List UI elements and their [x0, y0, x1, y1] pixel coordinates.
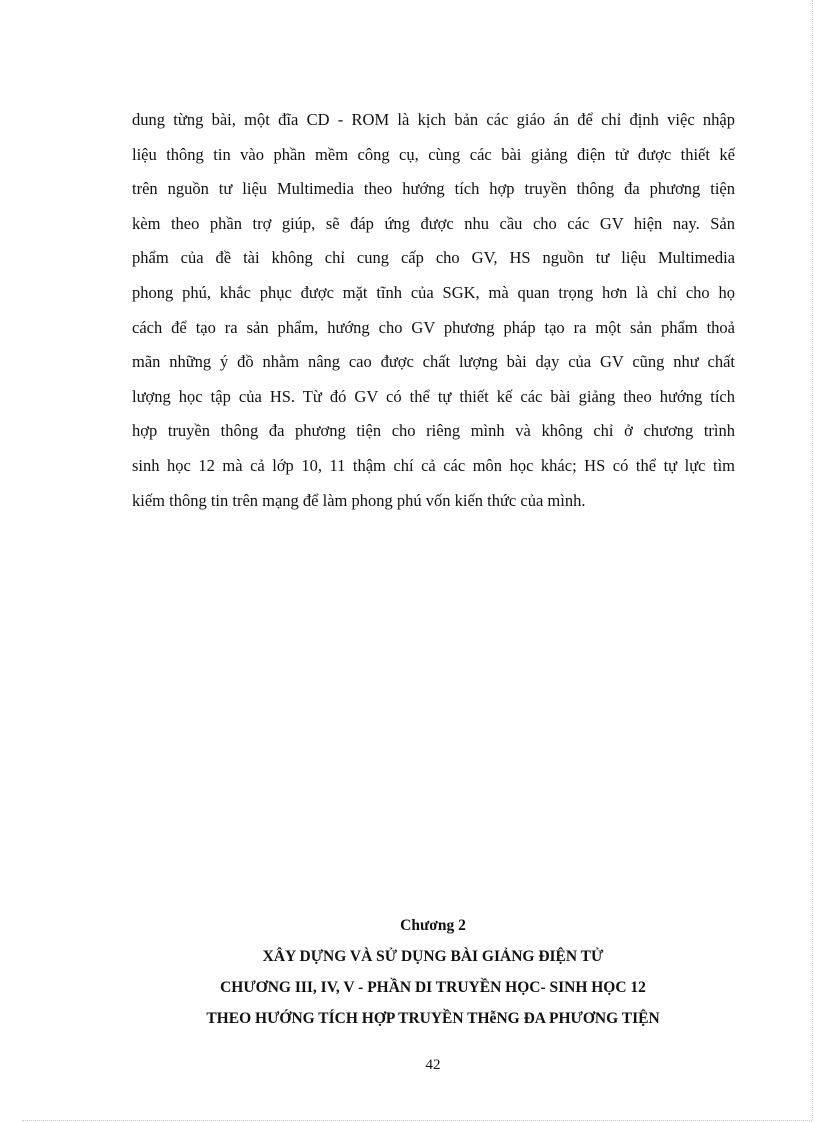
paragraph-line: liệu thông tin vào phần mềm công cụ, cùng các bài giảng điện tử được thiết kế [132, 144, 735, 164]
paragraph-line: lượng học tập của HS. Từ đó GV có thể tự thiết kế các bài giảng theo hướng tích [132, 386, 735, 406]
body-paragraph [132, 103, 735, 518]
paragraph-line: trên nguồn tư liệu Multimedia theo hướng tích hợp truyền thông đa phương tiện [132, 179, 735, 199]
paragraph-line: cách để tạo ra sản phẩm, hướng cho GV phương pháp tạo ra một sản phẩm thoả [132, 317, 735, 337]
page-edge-right [812, 0, 813, 1120]
paragraph-line: kiếm thông tin trên mạng để làm phong phú vốn kiến thức của mình. [132, 490, 586, 510]
paragraph-line: dung từng bài, một đĩa CD - ROM là kịch bản các giáo án để chỉ định việc nhập [132, 110, 735, 129]
paragraph-line: phong phú, khắc phục được mặt tĩnh của SGK, mà quan trọng hơn là chỉ cho họ [132, 282, 735, 302]
chapter-heading [120, 910, 746, 1034]
paragraph-line: hợp truyền thông đa phương tiện cho riêng mình và không chỉ ở chương trình [132, 421, 735, 441]
page-number: 42 [425, 1057, 441, 1073]
chapter-title-line-2: CHƯƠNG III, IV, V - PHẦN DI TRUYỀN HỌC- SINH HỌC 12 [220, 979, 646, 996]
chapter-title-line-3: THEO HƯỚNG TÍCH HỢP TRUYỀN THễNG ĐA PHƯƠNG TIỆN [206, 1010, 660, 1027]
page-edge-bottom [22, 1120, 812, 1121]
paragraph-line: phẩm của đề tài không chỉ cung cấp cho GV, HS nguồn tư liệu Multimedia [132, 248, 735, 268]
chapter-title-line-1: XÂY DỰNG VÀ SỬ DỤNG BÀI GIẢNG ĐIỆN TỬ [262, 948, 604, 965]
paragraph-line: kèm theo phần trợ giúp, sẽ đáp ứng được nhu cầu cho các GV hiện nay. Sản [132, 213, 735, 233]
chapter-label: Chương 2 [400, 917, 466, 934]
paragraph-line: sinh học 12 mà cả lớp 10, 11 thậm chí cả các môn học khác; HS có thể tự lực tìm [132, 455, 735, 475]
paragraph-line: mãn những ý đồ nhằm nâng cao được chất lượng bài dạy của GV cũng như chất [132, 352, 735, 372]
